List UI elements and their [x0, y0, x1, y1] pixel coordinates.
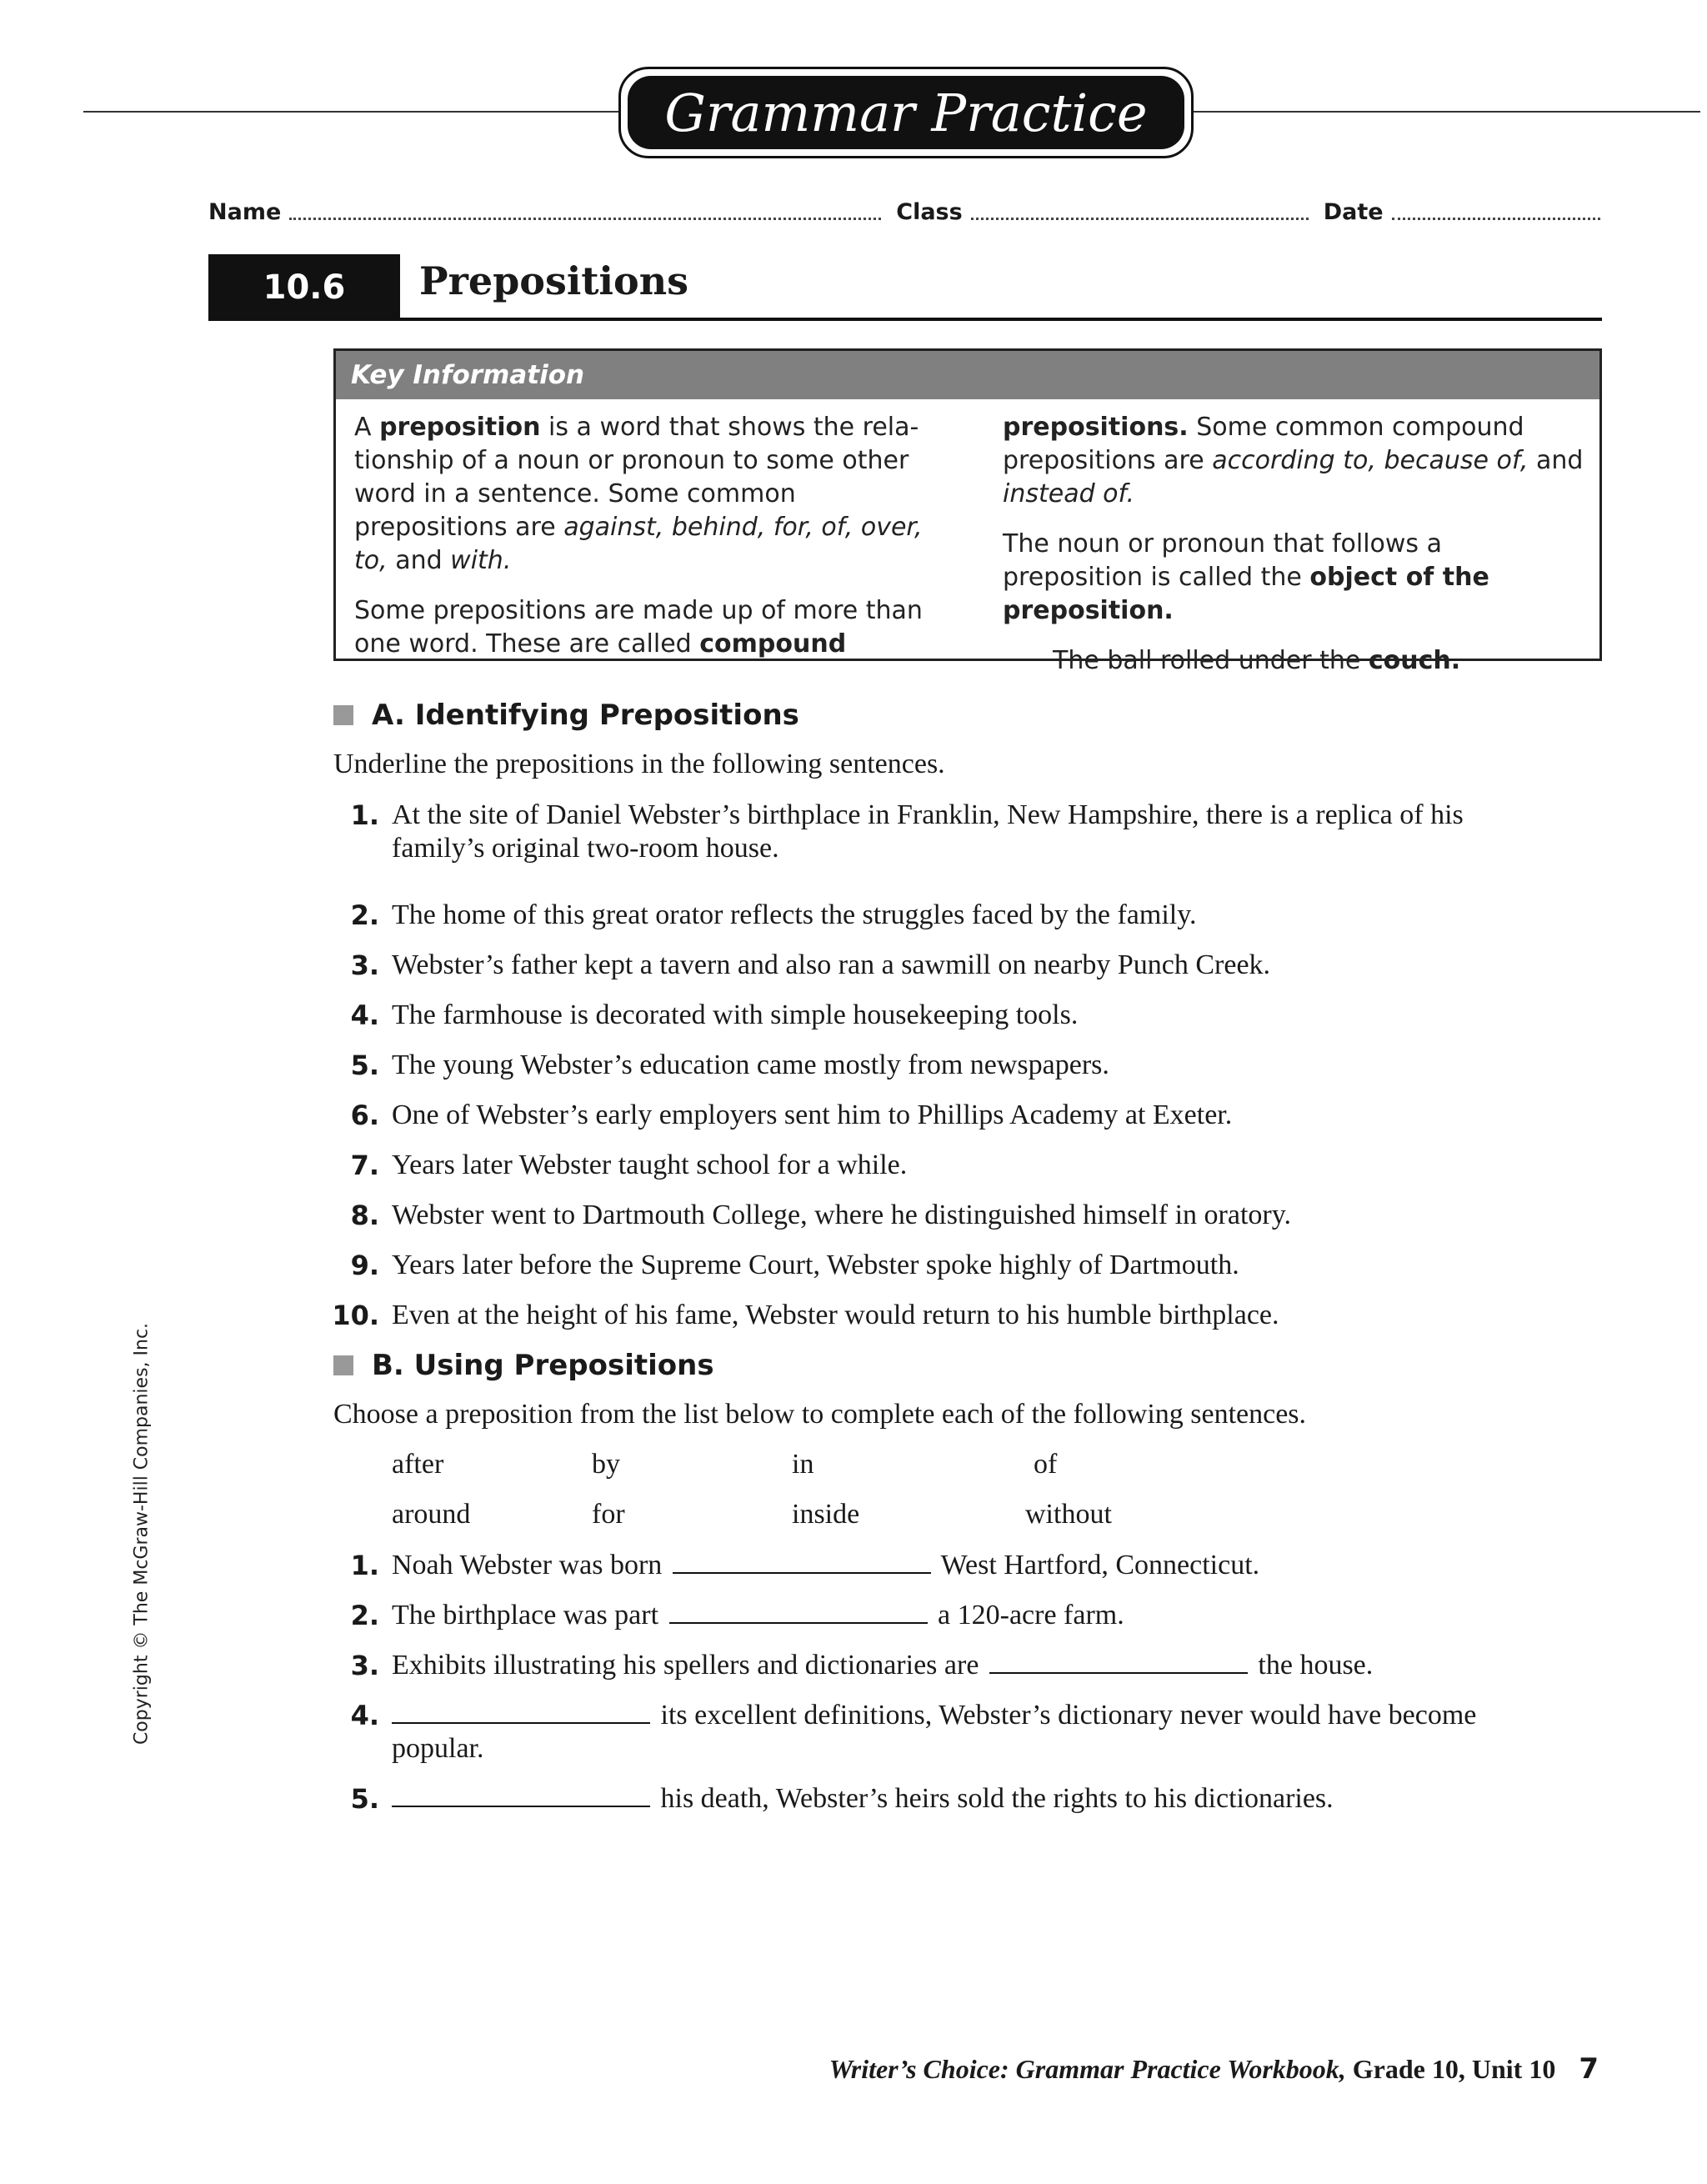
- answer-blank[interactable]: [392, 1784, 650, 1807]
- answer-blank[interactable]: [392, 1701, 650, 1724]
- header-rule-right: [1192, 111, 1700, 113]
- class-label: Class: [896, 199, 963, 225]
- footer: [829, 2052, 1599, 2086]
- answer-blank[interactable]: [673, 1550, 931, 1574]
- answer-blank[interactable]: [669, 1600, 928, 1624]
- name-label: Name: [208, 199, 282, 225]
- key-information-heading: Key Information: [336, 351, 1599, 399]
- date-label: Date: [1323, 199, 1384, 225]
- word-bank-item: after: [392, 1449, 444, 1480]
- section-a-instruction: Underline the prepositions in the following sentences.: [333, 749, 945, 779]
- word-bank-item: around: [392, 1499, 471, 1530]
- key-info-paragraph: A preposition is a word that shows the rela-tionship of a noun or pronoun to some other word in a sentence. Some common prepositions are against, behind, for, of, over, to, and with.: [354, 413, 923, 575]
- section-a-title: A. Identifying Prepositions: [333, 699, 799, 732]
- name-field[interactable]: [289, 218, 881, 220]
- header-rule-left: [83, 111, 621, 113]
- lesson-number: 10.6: [208, 254, 400, 321]
- lesson-rule: [400, 318, 1602, 321]
- copyright-notice: Copyright © The McGraw-Hill Companies, Inc.: [131, 1322, 153, 1746]
- section-b-instruction: Choose a preposition from the list below to complete each of the following sentences.: [333, 1399, 1307, 1430]
- answer-blank[interactable]: [989, 1651, 1248, 1674]
- key-info-paragraph: The noun or pronoun that follows a preposition is called the object of the preposition.: [1003, 529, 1489, 625]
- word-bank-item: inside: [792, 1499, 860, 1530]
- banner-title: Grammar Practice: [628, 76, 1184, 149]
- key-info-right-column: [1003, 411, 1586, 694]
- square-bullet-icon: [333, 705, 353, 725]
- key-info-paragraph: prepositions. Some common compound prepositions are according to, because of, and instead of.: [1003, 413, 1584, 508]
- key-info-example: The ball rolled under the couch.: [1053, 646, 1461, 675]
- word-bank-item: for: [592, 1499, 625, 1530]
- footer-book-title: Writer’s Choice: Grammar Practice Workbook,: [828, 2054, 1346, 2084]
- page-number: 7: [1579, 2052, 1599, 2086]
- name-class-date-line: [208, 192, 1600, 225]
- section-b-title: B. Using Prepositions: [333, 1349, 714, 1382]
- class-field[interactable]: [971, 218, 1309, 220]
- word-bank-item: of: [1034, 1449, 1058, 1480]
- key-info-left-column: [354, 411, 954, 678]
- footer-grade-unit: Grade 10, Unit 10: [1345, 2054, 1556, 2084]
- key-info-paragraph: Some prepositions are made up of more than one word. These are called compound: [354, 596, 923, 659]
- word-bank-item: without: [1025, 1499, 1112, 1530]
- date-field[interactable]: [1392, 218, 1600, 220]
- word-bank-item: by: [592, 1449, 620, 1480]
- word-bank-item: in: [792, 1449, 814, 1480]
- banner: [618, 67, 1194, 158]
- lesson-title: Prepositions: [419, 258, 689, 303]
- key-information-box: [333, 348, 1602, 675]
- square-bullet-icon: [333, 1355, 353, 1375]
